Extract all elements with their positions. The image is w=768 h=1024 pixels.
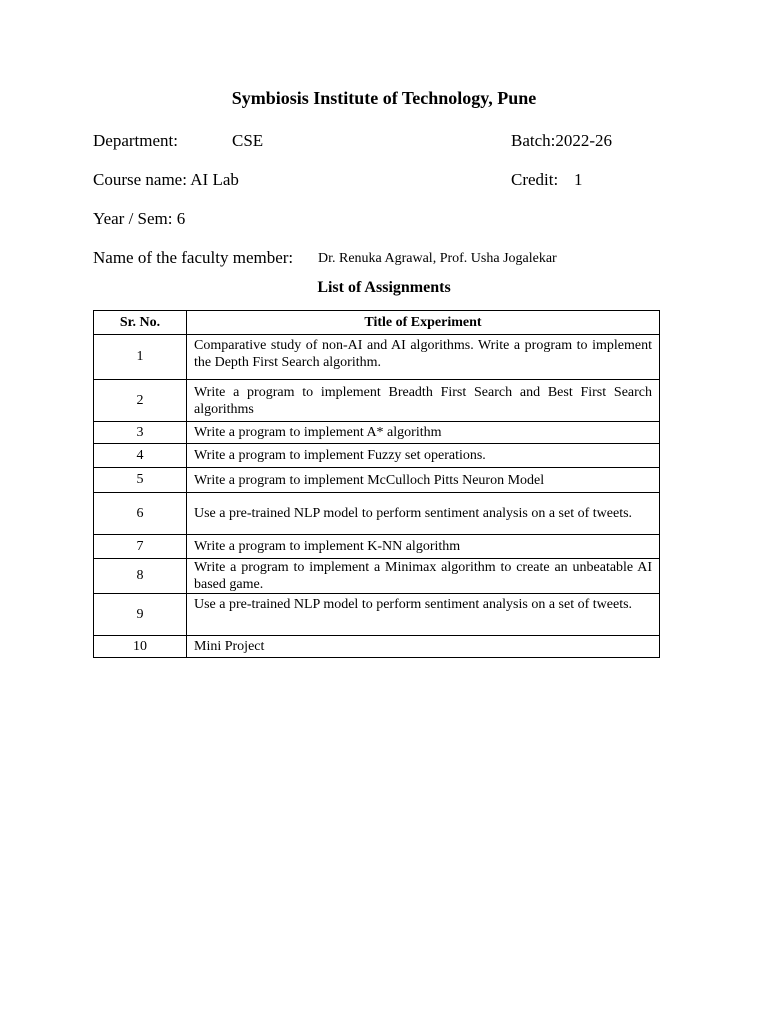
sr-no-cell: 9 xyxy=(94,594,187,636)
faculty-label: Name of the faculty member: xyxy=(93,248,294,267)
column-header-title: Title of Experiment xyxy=(187,311,660,335)
title-cell: Use a pre-trained NLP model to perform sentiment analysis on a set of tweets. xyxy=(187,493,660,535)
year-sem: Year / Sem: 6 xyxy=(93,209,186,228)
batch: Batch:2022-26 xyxy=(511,131,613,150)
sr-no-cell: 8 xyxy=(94,559,187,594)
table-header-row xyxy=(94,311,660,335)
table-row xyxy=(94,493,660,535)
title-cell: Write a program to implement McCulloch Pitts Neuron Model xyxy=(187,468,660,493)
list-of-assignments-heading: List of Assignments xyxy=(317,279,451,296)
table-row xyxy=(94,594,660,636)
department-label: Department: xyxy=(93,131,178,150)
title-cell: Write a program to implement a Minimax algorithm to create an unbeatable AI based game. xyxy=(187,559,660,594)
table-row xyxy=(94,335,660,380)
institute-title: Symbiosis Institute of Technology, Pune xyxy=(231,88,537,108)
title-cell: Use a pre-trained NLP model to perform sentiment analysis on a set of tweets. xyxy=(187,594,660,636)
title-cell: Comparative study of non-AI and AI algorithms. Write a program to implement the Depth First Search algorithm. xyxy=(187,335,660,380)
sr-no-cell: 7 xyxy=(94,535,187,559)
sr-no-cell: 10 xyxy=(94,636,187,658)
table-row xyxy=(94,468,660,493)
title-cell: Write a program to implement A* algorithm xyxy=(187,422,660,444)
table-row xyxy=(94,535,660,559)
title-cell: Write a program to implement K-NN algorithm xyxy=(187,535,660,559)
department-value: CSE xyxy=(232,131,264,150)
sr-no-cell: 4 xyxy=(94,444,187,468)
table-row xyxy=(94,444,660,468)
table-row xyxy=(94,559,660,594)
sr-no-cell: 6 xyxy=(94,493,187,535)
assignments-table xyxy=(93,310,660,658)
table-row xyxy=(94,380,660,422)
course-name: Course name: AI Lab xyxy=(93,170,239,189)
title-cell: Write a program to implement Breadth First Search and Best First Search algorithms xyxy=(187,380,660,422)
faculty-value: Dr. Renuka Agrawal, Prof. Usha Jogalekar xyxy=(318,251,557,266)
title-cell: Mini Project xyxy=(187,636,660,658)
table-row xyxy=(94,422,660,444)
title-cell: Write a program to implement Fuzzy set operations. xyxy=(187,444,660,468)
sr-no-cell: 3 xyxy=(94,422,187,444)
sr-no-cell: 2 xyxy=(94,380,187,422)
table-row xyxy=(94,636,660,658)
credit-value: 1 xyxy=(574,170,583,189)
sr-no-cell: 5 xyxy=(94,468,187,493)
credit-label: Credit: xyxy=(511,170,559,189)
sr-no-cell: 1 xyxy=(94,335,187,380)
column-header-sr-no: Sr. No. xyxy=(94,311,187,335)
